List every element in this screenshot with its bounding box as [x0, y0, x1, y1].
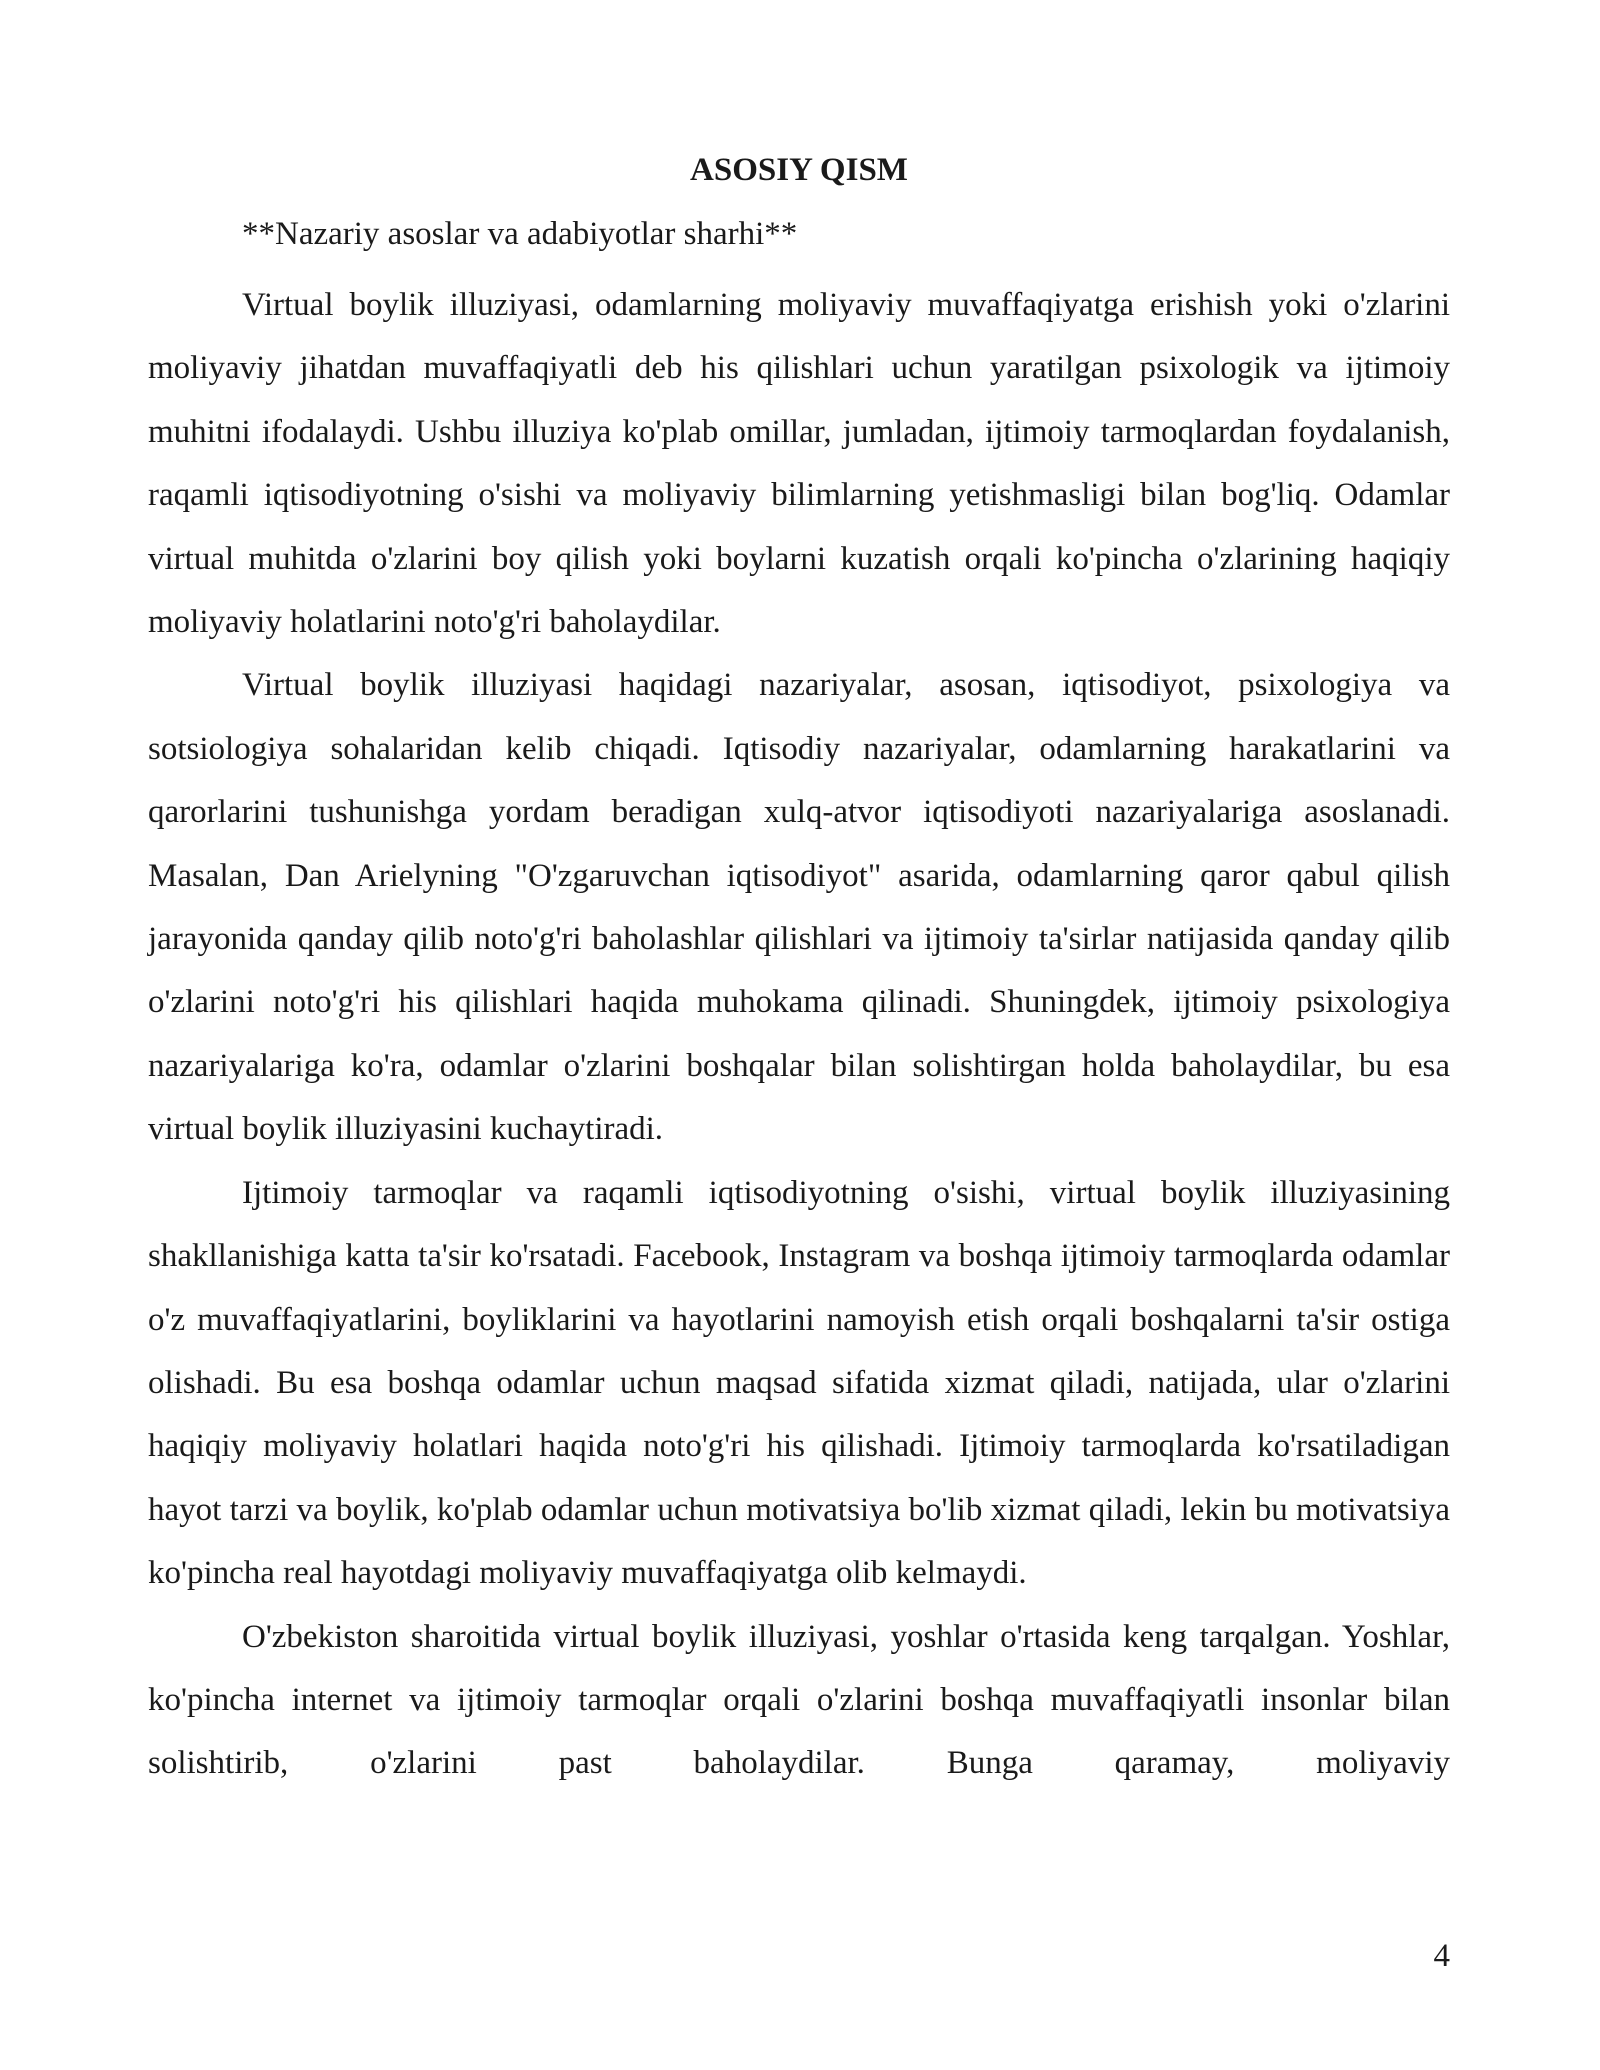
- section-heading: ASOSIY QISM: [690, 152, 908, 188]
- paragraph: O'zbekiston sharoitida virtual boylik illuziyasi, yoshlar o'rtasida keng tarqalgan. Yoshlar, ko'pincha internet va ijtimoiy tarmoqlar orqali o'zlarini boshqa muvaffaqiyatli insonlar bilan solishtirib, o'zlarini past baholaydilar. Bunga qaramay, moliyaviy: [148, 1618, 1450, 1782]
- page-number: 4: [1433, 1938, 1450, 1974]
- paragraph: Virtual boylik illuziyasi haqidagi nazariyalar, asosan, iqtisodiyot, psixologiya va sotsiologiya sohalaridan kelib chiqadi. Iqtisodiy nazariyalar, odamlarning harakatlarini va qarorlarini tushunishga yordam beradigan xulq-atvor iqtisodiyoti nazariyalariga asoslanadi. Masalan, Dan Arielyning "O'zgaruvchan iqtisodiyot" asarida, odamlarning qaror qabul qilish jarayonida qanday qilib noto'g'ri baholashlar qilishlari va ijtimoiy ta'sirlar natijasida qanday qilib o'zlarini noto'g'ri his qilishlari haqida muhokama qilinadi. Shuningdek, ijtimoiy psixologiya nazariyalariga ko'ra, odamlar o'zlarini boshqalar bilan solishtirgan holda baholaydilar, bu esa virtual boylik illuziyasini kuchaytiradi.: [148, 667, 1450, 1148]
- paragraph: Virtual boylik illuziyasi, odamlarning moliyaviy muvaffaqiyatga erishish yoki o'zlarini moliyaviy jihatdan muvaffaqiyatli deb his qilishlari uchun yaratilgan psixologik va ijtimoiy muhitni ifodalaydi. Ushbu illuziya ko'plab omillar, jumladan, ijtimoiy tarmoqlardan foydalanish, raqamli iqtisodiyotning o'sishi va moliyaviy bilimlarning yetishmasligi bilan bog'liq. Odamlar virtual muhitda o'zlarini boy qilish yoki boylarni kuzatish orqali ko'pincha o'zlarining haqiqiy moliyaviy holatlarini noto'g'ri baholaydilar.: [148, 287, 1450, 641]
- subsection-heading: **Nazariy asoslar va adabiyotlar sharhi**: [242, 216, 798, 252]
- paragraph: Ijtimoiy tarmoqlar va raqamli iqtisodiyotning o'sishi, virtual boylik illuziyasining shakllanishiga katta ta'sir ko'rsatadi. Facebook, Instagram va boshqa ijtimoiy tarmoqlarda odamlar o'z muvaffaqiyatlarini, boyliklarini va hayotlarini namoyish etish orqali boshqalarni ta'sir ostiga olishadi. Bu esa boshqa odamlar uchun maqsad sifatida xizmat qiladi, natijada, ular o'zlarini haqiqiy moliyaviy holatlari haqida noto'g'ri his qilishadi. Ijtimoiy tarmoqlarda ko'rsatiladigan hayot tarzi va boylik, ko'plab odamlar uchun motivatsiya bo'lib xizmat qiladi, lekin bu motivatsiya ko'pincha real hayotdagi moliyaviy muvaffaqiyatga olib kelmaydi.: [148, 1174, 1450, 1592]
- document-body: [148, 146, 1450, 1796]
